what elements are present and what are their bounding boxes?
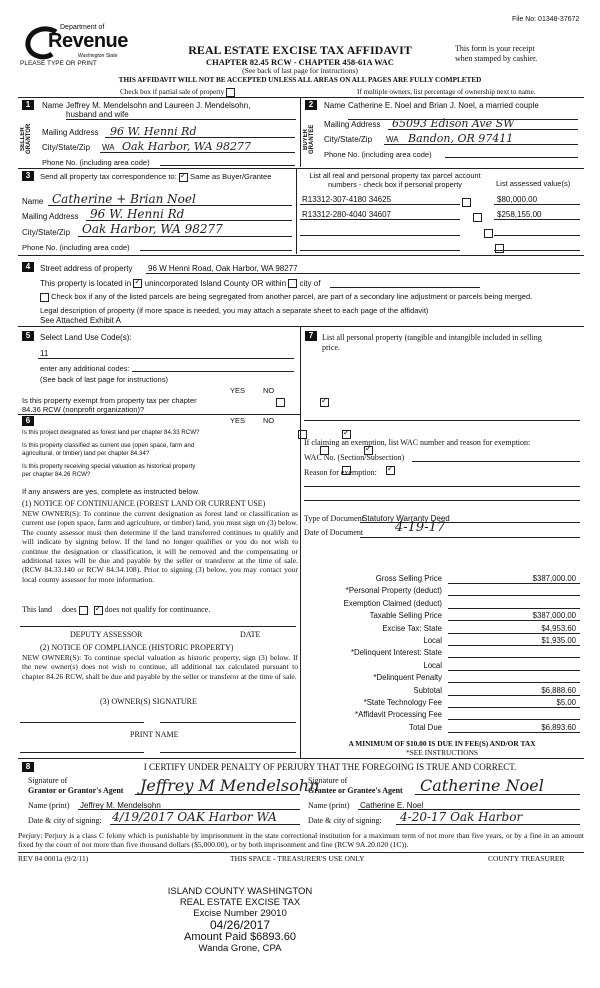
doc-type-label: Type of Document — [304, 514, 364, 523]
additional-codes-label: enter any additional codes: — [40, 364, 130, 373]
current-use-question — [22, 442, 194, 458]
multiple-owners-note: If multiple owners, list percentage of ownership next to name. — [357, 88, 536, 96]
seller-phone-label: Phone No. (including area code) — [42, 158, 150, 167]
tax-row-label: Exemption Claimed (deduct) — [343, 598, 442, 608]
unincorporated-text: unincorporated Island County OR within — [144, 279, 287, 288]
dept-label: Department of — [60, 24, 105, 31]
exempt-question-2: 84.36 RCW (nonprofit organization)? — [22, 405, 145, 414]
segregated-checkbox[interactable] — [40, 293, 49, 302]
seller-mail[interactable]: 96 W. Henni Rd — [110, 125, 197, 138]
tax-row-value: $5.00 — [556, 698, 576, 707]
tax-row-label: Subtotal — [413, 685, 442, 695]
historic-question-1: Is this property receiving special valuation as historical property — [22, 463, 196, 470]
grantor-name: Jeffrey M. Mendelsohn — [80, 801, 161, 810]
parcel-3-personal-checkbox[interactable] — [484, 229, 493, 238]
personal-property-label-1: List all personal property (tangible and intangible included in selling — [322, 333, 542, 342]
personal-property-label — [322, 333, 542, 353]
warning-text: THIS AFFIDAVIT WILL NOT BE ACCEPTED UNLESS ALL AREAS ON ALL PAGES ARE FULLY COMPLETED — [118, 76, 482, 84]
wac-label: WAC No. (Section/Subsection) — [304, 453, 405, 462]
grantor-signature-label: Signature of — [28, 776, 68, 785]
seller-mail-label: Mailing Address — [42, 128, 99, 137]
tax-row-label: Excise Tax: State — [382, 623, 442, 633]
corr-mail-label: Mailing Address — [22, 212, 79, 221]
grantor-signature[interactable]: Jeffrey M Mendelsohn — [140, 776, 320, 795]
corr-name-label: Name — [22, 197, 44, 206]
buyer-mail-label: Mailing Address — [324, 120, 381, 129]
parcel-value-1: $80,000.00 — [497, 195, 538, 204]
buyer-city[interactable]: Bandon, OR 97411 — [408, 132, 514, 145]
grantor-name-label: Name (print) — [28, 801, 70, 810]
historic-no-checkbox[interactable] — [386, 466, 395, 475]
stamp-excise-number: Excise Number 29010 — [193, 908, 287, 919]
located-in-row — [40, 279, 320, 288]
print-name-label: PRINT NAME — [130, 730, 179, 739]
notice-compliance-title: (2) NOTICE OF COMPLIANCE (HISTORIC PROPERTY) — [40, 643, 234, 652]
seller-name-2: husband and wife — [66, 110, 129, 119]
same-as-buyer-checkbox[interactable] — [179, 173, 188, 182]
section-3-number: 3 — [22, 171, 34, 181]
seller-city-label: City/State/Zip — [42, 143, 91, 152]
exempt-question — [22, 396, 197, 414]
buyer-name: Catherine E. Noel and Brian J. Noel, a married couple — [348, 101, 539, 110]
tax-row-value: $4,953.60 — [541, 623, 576, 633]
located-text: This property is located in — [40, 279, 132, 288]
this-land-text: This land — [22, 605, 52, 614]
correspondence-label — [40, 172, 272, 182]
land-use-label: Select Land Use Code(s): — [40, 333, 132, 342]
buyer-phone-label: Phone No. (including area code) — [324, 150, 432, 159]
buyer-city-label: City/State/Zip — [324, 135, 373, 144]
historic-question-2: per chapter 84.26 RCW? — [22, 471, 91, 478]
tax-row-label: *Personal Property (deduct) — [345, 586, 442, 596]
owner-signature-label: (3) OWNER(S) SIGNATURE — [100, 697, 197, 706]
partial-sale-label — [120, 88, 235, 97]
stamp-treasurer: Wanda Grone, CPA — [198, 943, 282, 954]
state-label: Washington State — [78, 53, 118, 59]
section-2-number: 2 — [305, 100, 317, 110]
section-8-number: 8 — [22, 762, 34, 772]
receipt-note-2: when stamped by cashier. — [455, 54, 538, 63]
does-not-text: does not — [104, 605, 132, 614]
land-use-code: 11 — [40, 349, 49, 358]
stamp-date: 04/26/2017 — [209, 918, 271, 932]
current-use-question-1: Is this property classified as current use (open space, farm and — [22, 442, 195, 449]
exempt-question-1: Is this property exempt from property tax per chapter — [22, 396, 197, 405]
please-type-label: PLEASE TYPE OR PRINT — [20, 60, 97, 67]
street-address: 96 W Henni Road, Oak Harbor, WA 98277 — [148, 264, 298, 273]
parcel-1-personal-checkbox[interactable] — [462, 198, 471, 207]
tax-row-label: *Delinquent Interest: State — [350, 648, 442, 658]
notice-continuance-body: NEW OWNER(S): To continue the current designation as forest land or classification as current use (open space, farm and agriculture, or timber) land, you must sign on (3) below. The county assessor must then determine if the land transferred continues to qualify and will indicate by signing below. If the land no longer qualifies or you do not wish to continue the designation or classification, it will be removed and the compensating or additional taxes will be due and payable by the seller or transferor at the time of sale. (RCW 84.33.140 or RCW 84.34.108). Prior to signing (3) below, you may contact your local county assessor for more information. — [22, 509, 298, 584]
receipt-note: This form is your receipt — [455, 44, 535, 53]
parcel-value-2: $258,155.00 — [497, 210, 542, 219]
partial-sale-checkbox[interactable] — [226, 88, 235, 97]
sec6-no-header: NO — [263, 416, 275, 425]
treasurer-stamp — [140, 886, 340, 954]
notice-continuance-title: (1) NOTICE OF CONTINUANCE (FOREST LAND OR CURRENT USE) — [22, 499, 266, 508]
exemption-label: If claiming an exemption, list WAC number and reason for exemption: — [304, 438, 531, 447]
qualify-text: qualify for continuance. — [133, 605, 211, 614]
doc-date-label: Date of Document — [304, 528, 364, 537]
exempt-no-checkbox[interactable] — [320, 398, 329, 407]
historic-question — [22, 463, 195, 479]
see-instructions-note: *SEE INSTRUCTIONS — [405, 748, 479, 757]
corr-city[interactable]: Oak Harbor, WA 98277 — [82, 222, 223, 236]
parcel-row-2: R13312-280-4040 34607 — [302, 210, 391, 219]
legal-desc-label: Legal description of property (if more space is needed, you may attach a separate sheet to each page of the affidavit) — [40, 306, 429, 315]
minimum-fee-note: A MINIMUM OF $10.00 IS DUE IN FEE(S) AND/OR TAX — [348, 739, 536, 748]
revenue-logo — [22, 22, 128, 64]
does-not-qualify-checkbox[interactable] — [94, 606, 103, 615]
notice-compliance-body: NEW OWNER(S): To continue special valuation as historic property, sign (3) below. If the new owner(s) does not wish to continue, all additional tax calculated pursuant to chapter 84.26 RCW, shall be due and payable by the seller or transferor at the time of sale. — [22, 653, 298, 681]
tax-row-value: $387,000.00 — [532, 574, 576, 583]
tax-row-label: Gross Selling Price — [375, 574, 442, 583]
grantee-date-city[interactable]: 4-20-17 Oak Harbor — [400, 810, 523, 824]
doc-type-value: Statutory Warranty Deed — [362, 514, 450, 523]
treasurer-use-only: THIS SPACE - TREASURER'S USE ONLY — [230, 854, 365, 863]
seller-name: Jeffrey M. Mendelsohn and Laureen J. Mendelsohn, — [66, 101, 251, 110]
parcels-header — [298, 171, 492, 189]
if-yes-instructions: If any answers are yes, complete as instructed below. — [22, 487, 200, 496]
form-chapter: CHAPTER 82.45 RCW - CHAPTER 458-61A WAC — [206, 57, 394, 67]
buyer-name-label: Name — [324, 101, 346, 110]
does-qualify-checkbox[interactable] — [79, 606, 88, 615]
correspondence-text: Send all property tax correspondence to: — [40, 172, 177, 181]
exemption-reason-label: Reason for exemption: — [304, 468, 377, 477]
segregated-text: Check box if any of the listed parcels are being segregated from another parcel, are part of a secondary line adjustment or parcels being merged. — [51, 292, 533, 301]
segregated-row — [40, 292, 532, 302]
seller-city-state: WA — [102, 143, 115, 152]
grantee-date-label: Date & city of signing: — [308, 816, 382, 825]
grantor-date-city[interactable]: 4/19/2017 OAK Harbor WA — [112, 810, 277, 824]
tax-row-label: Local — [423, 660, 442, 670]
tax-row-label: Taxable Selling Price — [369, 611, 442, 621]
perjury-certify: I CERTIFY UNDER PENALTY OF PERJURY THAT THE FOREGOING IS TRUE AND CORRECT. — [143, 762, 517, 772]
partial-sale-text: Check box if partial sale of property — [120, 88, 225, 97]
tax-row-label: *Delinquent Penalty — [373, 673, 442, 683]
perjury-note: Perjury: Perjury is a class C felony which is punishable by imprisonment in the state correctional institution for a maximum term of not more than five years, or by a fine in an amount fixed by the court of not more than five thousand dollars ($5,000.00), or by both imprisonment and fine (RCW 9A.20.020 (1C)). — [18, 831, 584, 850]
buyer-city-state: WA — [386, 135, 399, 144]
grantee-signature-label: Signature of — [308, 776, 348, 785]
personal-property-label-2: price. — [322, 343, 340, 352]
forest-question: Is this project designated as forest land per chapter 84.33 RCW? — [22, 429, 200, 436]
stamp-amount: Amount Paid $6893.60 — [184, 931, 296, 943]
legal-desc-value: See Attached Exhibit A — [40, 316, 121, 325]
doc-date-value[interactable]: 4-19-17 — [395, 520, 446, 535]
corr-city-label: City/State/Zip — [22, 228, 71, 237]
seller-name-label: Name — [42, 101, 64, 110]
tax-row-value: $6,893.60 — [541, 722, 576, 732]
deputy-assessor-label: DEPUTY ASSESSOR — [70, 630, 143, 639]
tax-row-label: Total Due — [409, 722, 442, 732]
section-4-number: 4 — [22, 262, 34, 272]
buyer-mail[interactable]: 65093 Edison Ave SW — [392, 117, 515, 130]
grantor-date-label: Date & city of signing: — [28, 816, 102, 825]
parcel-row-1: R13312-307-4180 34625 — [302, 195, 391, 204]
seller-city[interactable]: Oak Harbor, WA 98277 — [122, 140, 252, 153]
section-7-number: 7 — [305, 331, 317, 341]
same-as-buyer-text: Same as Buyer/Grantee — [190, 172, 272, 181]
grantor-agent-label: Grantor or Grantor's Agent — [28, 786, 124, 795]
form-title: REAL ESTATE EXCISE TAX AFFIDAVIT — [188, 43, 412, 57]
continuance-row — [22, 605, 210, 615]
sec5-yes-header: YES — [230, 386, 246, 395]
corr-phone-label: Phone No. (including area code) — [22, 243, 130, 252]
section-1-number: 1 — [22, 100, 34, 110]
exempt-yes-checkbox[interactable] — [276, 398, 285, 407]
see-back-instructions: (See back of last page for instructions) — [242, 66, 358, 75]
form-revision: REV 84 0001a (9/2/11) — [18, 854, 89, 863]
does-text: does — [62, 605, 77, 614]
street-label: Street address of property — [40, 264, 133, 273]
tax-row-value: $387,000.00 — [532, 611, 576, 621]
assessor-date-label: DATE — [240, 630, 261, 639]
grantee-agent-label: Grantee or Grantee's Agent — [308, 786, 403, 795]
stamp-county: ISLAND COUNTY WASHINGTON — [167, 886, 313, 897]
grantee-name: Catherine E. Noel — [360, 801, 424, 810]
sec6-yes-header: YES — [230, 416, 246, 425]
tax-row-value: $1,935.00 — [541, 636, 576, 645]
current-use-question-2: agricultural, or timber) land per chapter 84.34? — [22, 450, 150, 457]
city-of-text: city of — [299, 279, 321, 288]
parcel-2-personal-checkbox[interactable] — [473, 213, 482, 222]
unincorporated-checkbox[interactable] — [133, 279, 142, 288]
sec5-no-header: NO — [263, 386, 275, 395]
city-of-checkbox[interactable] — [288, 279, 297, 288]
tax-row-label: *State Technology Fee — [363, 698, 442, 707]
buyer-grantee-label: BUYER GRANTEE — [303, 124, 315, 154]
county-treasurer: COUNTY TREASURER — [488, 854, 565, 863]
tax-row-label: Local — [423, 636, 442, 645]
corr-mail[interactable]: 96 W. Henni Rd — [90, 207, 185, 221]
revenue-label: Revenue — [48, 30, 128, 52]
land-use-instructions: (See back of last page for instructions) — [40, 375, 168, 384]
section-6-number: 6 — [22, 416, 34, 426]
grantee-name-label: Name (print) — [308, 801, 350, 810]
parcel-4-personal-checkbox[interactable] — [495, 244, 504, 253]
tax-row-label: *Affidavit Processing Fee — [355, 710, 442, 720]
tax-row-value: $6,888.60 — [541, 685, 576, 695]
seller-grantor-label: SELLER GRANTOR — [20, 123, 32, 155]
grantee-signature[interactable]: Catherine Noel — [420, 776, 544, 795]
section-5-number: 5 — [22, 331, 34, 341]
parcels-header-2: numbers - check box if personal property — [328, 180, 462, 189]
parcels-header-1: List all real and personal property tax parcel account — [309, 171, 481, 180]
assessed-value-header: List assessed value(s) — [496, 179, 571, 188]
stamp-tax: REAL ESTATE EXCISE TAX — [179, 897, 301, 908]
corr-name[interactable]: Catherine + Brian Noel — [52, 192, 196, 206]
file-number: File No: 01348-37672 — [512, 16, 580, 23]
